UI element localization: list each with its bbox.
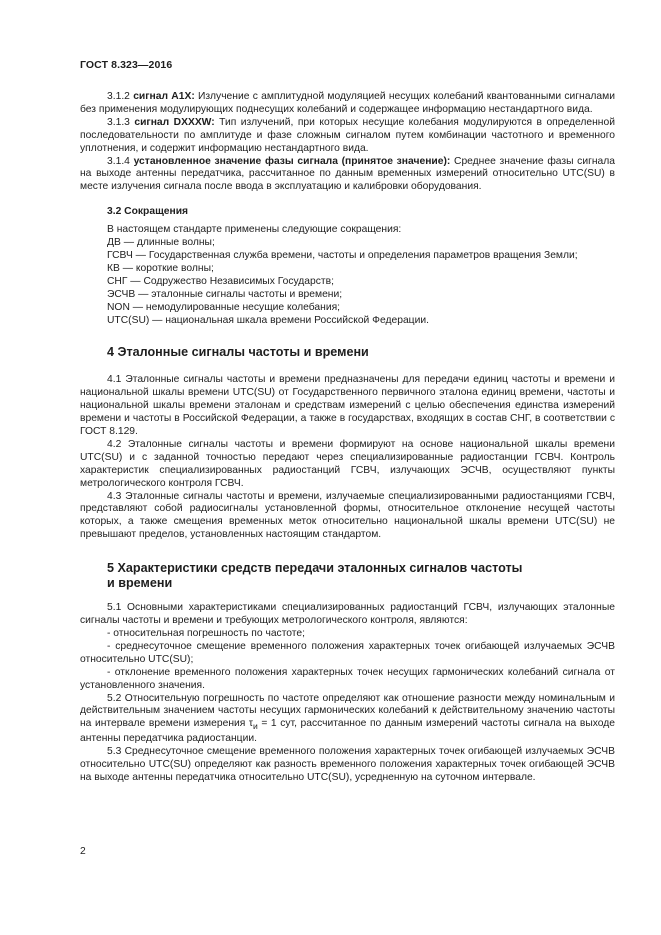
abbreviations-intro: В настоящем стандарте применены следующие сокращения: [107, 224, 402, 236]
subsection-title-abbreviations: 3.2 Сокращения [107, 206, 189, 218]
paragraph-4-1: 4.1 Эталонные сигналы частоты и времени предназначены для передачи единиц частоты и времени и национальной шкалы времени UTC(SU) от Государственного первичного эталона единиц времени, частоты и национальной шкалы времени эталонам и средствам измерений с целью обеспечения единства измерений времени и частоты в Российской Федерации, а также в государствах, входящих в состав СНГ, в соответствии с ГОСТ 8.129. [80, 374, 615, 438]
abbreviation-item: NON — немодулированные несущие колебания; [107, 301, 341, 313]
page-number: 2 [80, 846, 86, 857]
clause-term: сигнал DXXXW: [134, 116, 215, 128]
clause-3-1-3 [80, 117, 615, 156]
section-title-5 [80, 561, 615, 591]
tau-subscript: и [252, 721, 258, 732]
clause-number: 3.1.3 [107, 116, 130, 128]
document-body [80, 91, 615, 785]
abbreviation-item: ДВ — длинные волны; [107, 237, 215, 249]
paragraph-5-1: 5.1 Основными характеристиками специализированных радиостанций ГСВЧ, излучающих эталонные сигналы частоты и времени и требующих метрологического контроля, являются: [80, 602, 615, 627]
dash-item: - относительная погрешность по частоте; [107, 628, 305, 639]
section-title-line: 5 Характеристики средств передачи эталонных сигналов частоты [107, 561, 523, 576]
paragraph-4-2: 4.2 Эталонные сигналы частоты и времени формируют на основе национальной шкалы времени UTC(SU) и с заданной точностью передают через специализированные радиостанции ГСВЧ. Контроль характеристик специализированных радиостанций ГСВЧ, излучающих ЭСЧВ, осуществляют пункты метрологического контроля ГСВЧ. [80, 438, 615, 489]
abbreviation-item: СНГ — Содружество Независимых Государств; [107, 275, 334, 287]
abbreviation-item: ЭСЧВ — эталонные сигналы частоты и времени; [107, 288, 343, 300]
paragraph-text: = 1 сут, рассчитанное по данным измерений частоты сигнала на выходе антенны передатчика радиостанции. [80, 718, 615, 745]
paragraph-text: 5.2 Относительную погрешность по частоте определяют как отношение разности между номинальным и действительным значением частоты несущих гармонических колебаний к действительному значению частоты на интервале времени измерения τ [80, 692, 615, 730]
paragraph-5-2 [80, 693, 615, 747]
paragraph-4-3: 4.3 Эталонные сигналы частоты и времени, излучаемые специализированными радиостанциями ГСВЧ, представляют собой радиосигналы установленной формы, относительное отклонение несущей частоты которых, а также смещения временных меток относительно национальной шкалы времени UTC(SU) не превышают пределов, установленных настоящим стандартом. [80, 490, 615, 541]
clause-3-1-2 [80, 91, 615, 117]
dash-item: - среднесуточное смещение временного положения характерных точек огибающей излучаемых ЭСЧВ относительно UTC(SU); [80, 640, 615, 665]
clause-term: сигнал А1Х: [133, 91, 195, 102]
clause-text: Излучение с амплитудной модуляцией несущих колебаний квантованными сигналами без применения модулирующих поднесущих колебаний и содержащее информацию нестандартного вида. [80, 91, 615, 115]
clause-number: 3.1.4 [107, 155, 130, 167]
abbreviation-item: ГСВЧ — Государственная служба времени, частоты и определения параметров вращения Земли; [107, 249, 578, 261]
paragraph-5-3: 5.3 Среднесуточное смещение временного положения характерных точек огибающей излучаемых ЭСЧВ относительно UTC(SU) определяют как разность временного положения характерных точек огибающей ЭСЧВ на выходе антенны передатчика относительно UTC(SU), усредненную на суточном интервале. [80, 746, 615, 784]
clause-number: 3.1.2 [107, 91, 130, 102]
section-title-line: и времени [107, 576, 173, 591]
abbreviation-item: UTC(SU) — национальная шкала времени Российской Федерации. [107, 314, 429, 326]
clause-text: Среднее значение фазы сигнала на выходе антенны передатчика, рассчитанное по данным временных измерений относительно UTC(SU) в месте излучения сигнала после ввода в эксплуатацию и калибровки оборудования. [80, 155, 615, 193]
clause-text: Тип излучений, при которых несущие колебания модулируются в определенной последовательности по амплитуде и фазе сложным сигналом путем комбинации частотного и временного уплотнения, и содержит информацию нестандартного вида. [80, 116, 615, 154]
clause-3-1-4 [80, 156, 615, 195]
dash-item: - отклонение временного положения характерных точек несущих гармонических колебаний сигнала от установленного значения. [80, 666, 615, 691]
abbreviation-item: КВ — короткие волны; [107, 262, 214, 274]
clause-term: установленное значение фазы сигнала (принятое значение): [133, 155, 451, 167]
section-title-4: 4 Эталонные сигналы частоты и времени [107, 345, 369, 360]
document-header: ГОСТ 8.323—2016 [80, 59, 173, 71]
